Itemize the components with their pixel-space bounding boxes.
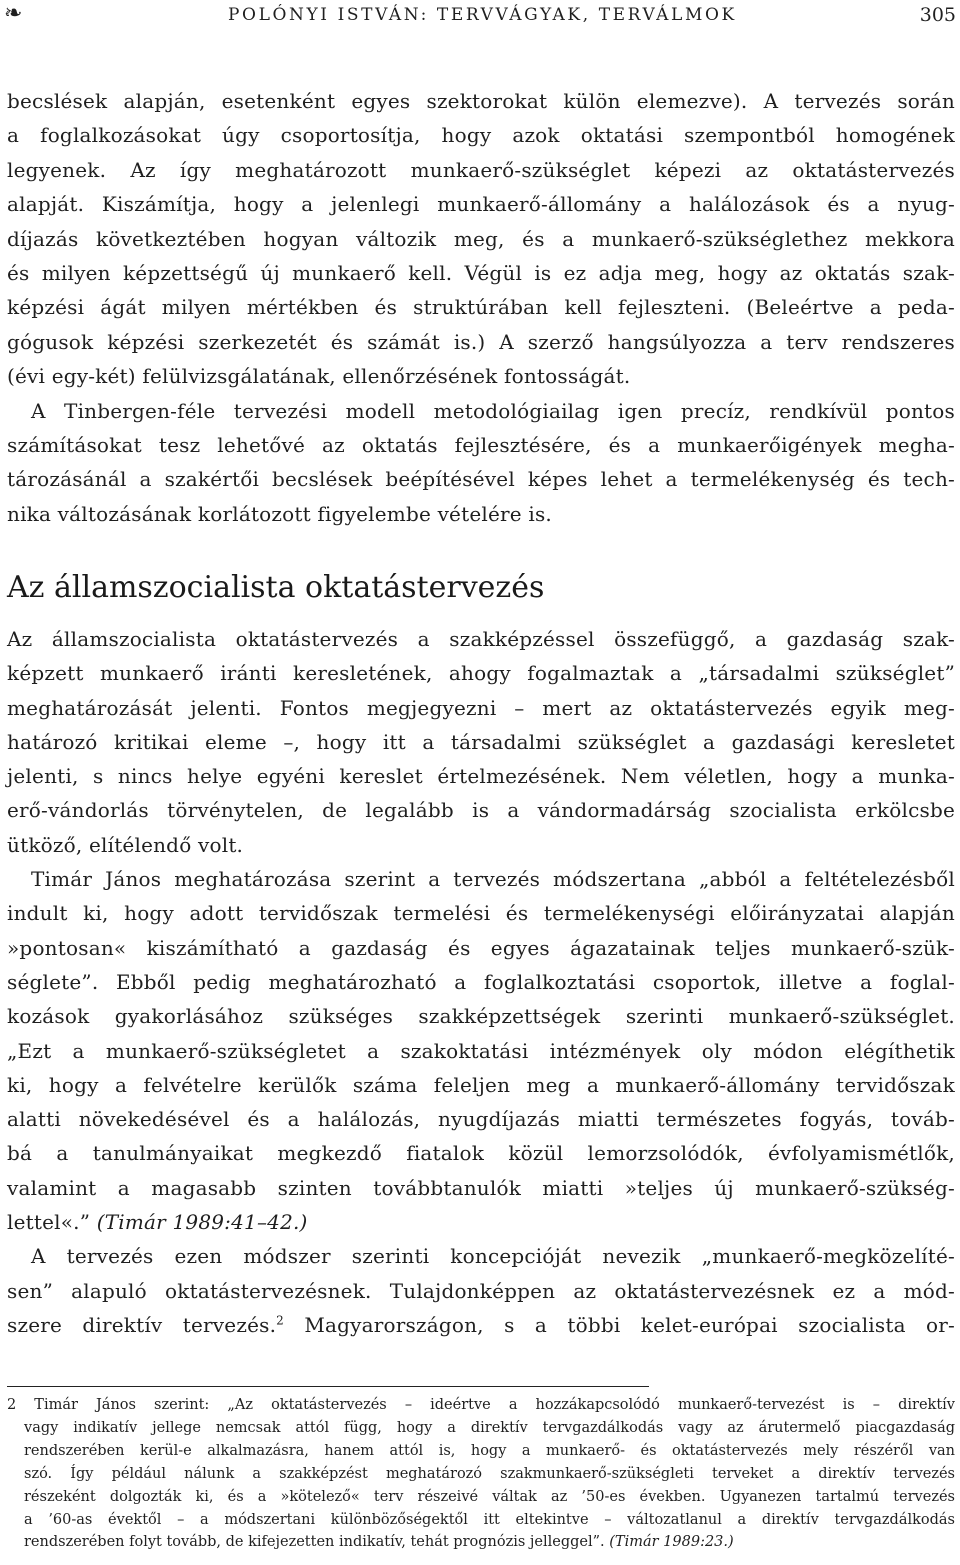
paragraph [7,1239,955,1342]
footnote-separator [7,1386,649,1387]
text-line: legyenek. Az így meghatározott munkaerő-szükséglet képezi az oktatástervezés [7,157,955,182]
footnote-line [7,1531,955,1554]
fleuron-icon: ❧ [4,1,23,26]
body-text-section-1 [7,84,955,531]
text-line: Az államszocialista oktatástervezés a szakképzéssel összefüggő, a gazdaság szak- [7,627,955,651]
text-line: gógusok képzési szerkezetét és számát is.) A szerző hangsúlyozza a terv rendszeres [7,329,955,354]
page-number: 305 [919,4,956,26]
text-line: A tervezés ezen módszer szerinti koncepcióját nevezik „munkaerő-megközelíté- [31,1244,955,1269]
text-line: a foglalkozásokat úgy csoportosítja, hogy azok oktatási szempontból homogének [7,123,955,148]
text-line: díjazás következtében hogyan változik meg, és a munkaerő-szükséglethez mekkora [7,226,955,251]
page-header [0,0,960,30]
footnote-paragraph [7,1394,955,1554]
text-run: szere direktív tervezés. [7,1312,277,1337]
paragraph [7,862,955,1239]
text-line: Timár János meghatározása szerint a tervezés módszertana „abból a feltételezésből [31,867,955,892]
footnote-line: 2 Timár János szerint: „Az oktatástervezés – ideértve a hozzákapcsolódó munkaerő-tervezést is – direktív [7,1397,955,1413]
text-line: A Tinbergen-féle tervezési modell metodológiailag igen precíz, rendkívül pontos [31,398,955,423]
text-line [7,1308,955,1342]
citation: (Timár 1989:41–42.) [96,1210,308,1235]
footnote-marker[interactable]: 2 [276,1313,284,1328]
text-line: indult ki, hogy adott tervidőszak termelési és termelékenységi előirányzatai alapján [7,901,955,926]
section-heading: Az államszocialista oktatástervezés [7,570,545,605]
text-line: meghatározását jelenti. Fontos megjegyezni – mert az oktatástervezés egyik meg- [7,695,955,720]
footnote-line: részeként dolgozták ki, és a »kötelező« terv részeivé váltak az ’50-es években. Ugyanezen tartalmú tervezés [24,1488,955,1505]
text-line: alatti növekedésével és a halálozás, nyugdíjazás miatti természetes fogyás, továb- [7,1107,955,1132]
text-line: „Ezt a munkaerő-szükségletet a szakoktatási intézmények oly módon elégíthetik [7,1038,955,1063]
citation: (Timár 1989:23.) [609,1534,734,1551]
text-line: (évi egy-két) felülvizsgálatának, ellenőrzésének fontosságát. [7,364,631,389]
text-line: jelenti, s nincs helye egyéni kereslet értelmezésének. Nem véletlen, hogy a munka- [7,764,955,789]
text-line [7,1205,955,1239]
footnote-line: szó. Így például nálunk a szakképzést meghatározó szakmunkaerő-szükségleti terveket a direktív tervezés [24,1465,955,1482]
paragraph [7,394,955,532]
text-line: séglete”. Ebből pedig meghatározható a foglalkoztatási csoportok, illetve a foglal- [7,969,955,994]
text-line: képzési ágát milyen mértékben és struktúrában kell fejleszteni. (Beleértve a peda- [7,295,955,320]
footnote-line: rendszerében kerül-e alkalmazásra, hanem attól is, hogy a munkaerő- és oktatástervezés mely részéről van [24,1442,955,1459]
text-line: erő-vándorlás törvénytelen, de legalább is a vándormadárság szocialista erkölcsbe [7,798,955,823]
text-line: tározásánál a szakértői becslések beépítésével képes lehet a termelékenység és tech- [7,467,955,492]
text-line: valamint a magasabb szinten továbbtanulók miatti »teljes új munkaerő-szükség- [7,1175,955,1200]
text-line: határozó kritikai eleme –, hogy itt a társadalmi szükséglet a gazdasági keresletet [7,729,955,754]
footnote-line: vagy indikatív jellege nemcsak attól függ, hogy a direktív tervgazdálkodás vagy az árutermelő piacgazdaság [24,1419,955,1436]
text-line: nika változásának korlátozott figyelembe vételére is. [7,501,552,526]
text-line: becslések alapján, esetenként egyes szektorokat külön elemezve). A tervezés során [7,89,955,113]
text-line: kozások gyakorlásához szükséges szakképzettségek szerinti munkaerő-szükséglet. [7,1004,955,1029]
text-run: Magyarországon, s a többi kelet-európai szocialista or- [283,1312,956,1337]
quote-end: lettel«.” [7,1210,97,1235]
text-line: »pontosan« kiszámítható a gazdaság és egyes ágazatainak teljes munkaerő-szük- [7,935,955,960]
text-line: ki, hogy a felvételre kerülők száma feleljen meg a munkaerő-állomány tervidőszak [7,1072,955,1097]
text-line: képzett munkaerő iránti keresletének, ahogy fogalmaztak a „társadalmi szükséglet” [7,661,955,686]
text-line: számításokat tesz lehetővé az oktatás fejlesztésére, és a munkaerőigények megha- [7,433,955,458]
text-line: bá a tanulmányaikat megkezdő fiatalok közül lemorzsolódók, évfolyamismétlők, [7,1141,955,1166]
running-head: POLÓNYI ISTVÁN: TERVVÁGYAK, TERVÁLMOK [228,5,737,25]
text-run: rendszerében folyt tovább, de kifejezetten indikatív, tehát prognózis jelleggel”. [24,1534,610,1551]
text-line: és milyen képzettségű új munkaerő kell. Végül is ez adja meg, hogy az oktatás szak- [7,261,955,286]
paragraph [7,84,955,394]
paragraph [7,622,955,862]
text-line: ütköző, elítélendő volt. [7,832,244,857]
text-line: alapját. Kiszámítja, hogy a jelenlegi munkaerő-állomány a halálozások és a nyug- [7,192,955,217]
text-line: sen” alapuló oktatástervezésnek. Tulajdonképpen az oktatástervezésnek ez a mód- [7,1278,955,1303]
body-text-section-2 [7,622,955,1342]
footnote [7,1394,955,1554]
footnote-line: a ’60-as évektől – a módszertani különbözőségektől itt eltekintve – változatlanul a direktív tervgazdálkodás [24,1511,955,1528]
